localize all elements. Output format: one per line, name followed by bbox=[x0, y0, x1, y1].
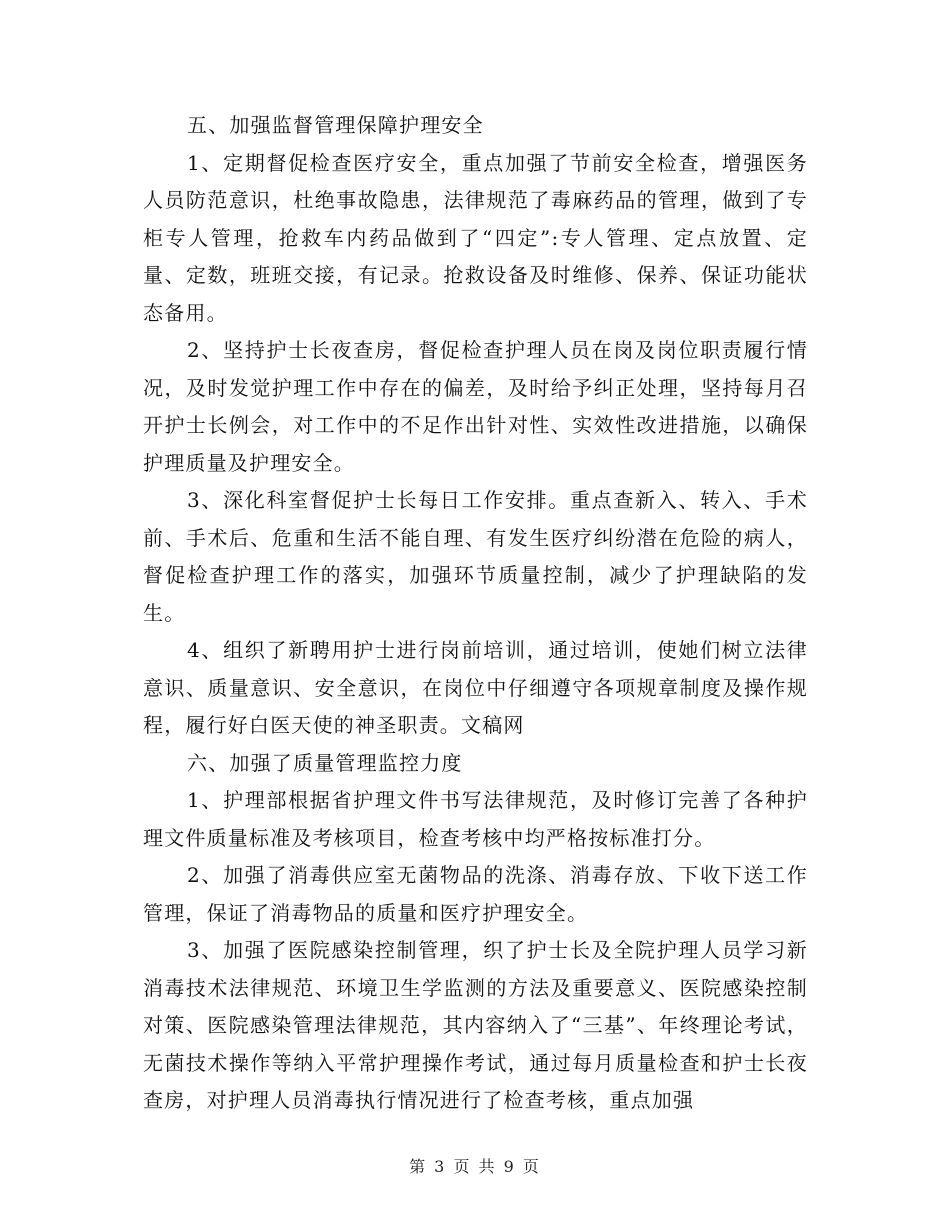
paragraph-6-2: 2、加强了消毒供应室无菌物品的洗涤、消毒存放、下收下送工作管理，保证了消毒物品的质量和医疗护理安全。 bbox=[143, 863, 808, 925]
paragraph-6-1: 1、护理部根据省护理文件书写法律规范，及时修订完善了各种护理文件质量标准及考核项目，检查考核中均严格按标准打分。 bbox=[143, 788, 808, 850]
section-heading-6: 六、加强了质量管理监控力度 bbox=[187, 750, 463, 775]
paragraph-5-4: 4、组织了新聘用护士进行岗前培训，通过培训，使她们树立法律意识、质量意识、安全意识，在岗位中仔细遵守各项规章制度及操作规程，履行好白医天使的神圣职责。文稿网 bbox=[143, 638, 808, 737]
paragraph-5-1: 1、定期督促检查医疗安全，重点加强了节前安全检查，增强医务人员防范意识，杜绝事故隐患，法律规范了毒麻药品的管理，做到了专柜专人管理，抢救车内药品做到了“四定”:专人管理、定点放置、定量、定数，班班交接，有记录。抢救设备及时维修、保养、保证功能状态备用。 bbox=[143, 150, 808, 325]
section-heading-5: 五、加强监督管理保障护理安全 bbox=[187, 113, 484, 137]
paragraph-6-3: 3、加强了医院感染控制管理，织了护士长及全院护理人员学习新消毒技术法律规范、环境卫生学监测的方法及重要意义、医院感染控制对策、医院感染管理法律规范，其内容纳入了“三基”、年终理论考试，无菌技术操作等纳入平常护理操作考试，通过每月质量检查和护士长夜查房，对护理人员消毒执行情况进行了检查考核，重点加强 bbox=[143, 938, 808, 1112]
paragraph-5-2: 2、坚持护士长夜查房，督促检查护理人员在岗及岗位职责履行情况，及时发觉护理工作中存在的偏差，及时给予纠正处理，坚持每月召开护士长例会，对工作中的不足作出针对性、实效性改进措施，以确保护理质量及护理安全。 bbox=[143, 338, 808, 475]
document-body bbox=[143, 107, 808, 1120]
paragraph-5-3: 3、深化科室督促护士长每日工作安排。重点查新入、转入、手术前、手术后、危重和生活不能自理、有发生医疗纠纷潜在危险的病人，督促检查护理工作的落实，加强环节质量控制，减少了护理缺陷的发生。 bbox=[143, 488, 808, 625]
page-number-footer: 第 3 页 共 9 页 bbox=[409, 1157, 541, 1176]
